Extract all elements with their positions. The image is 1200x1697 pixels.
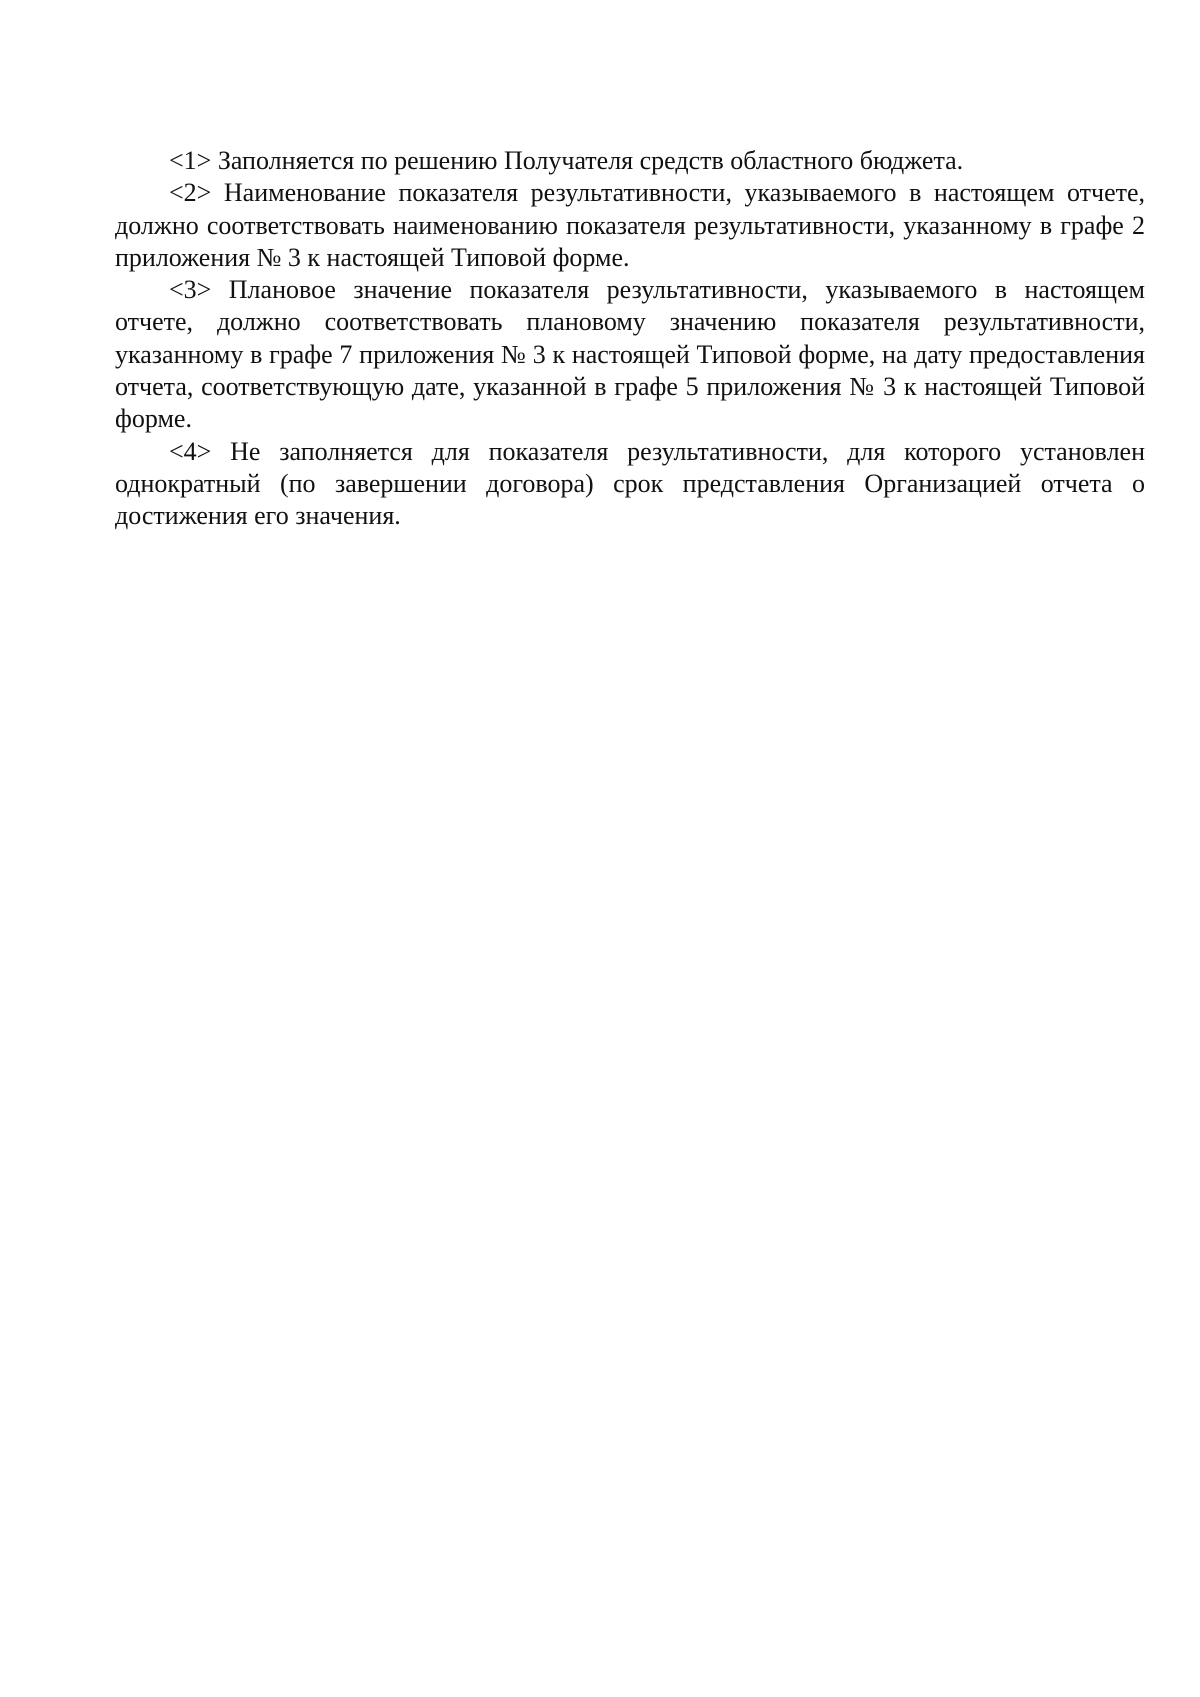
footnote-marker: <3> [169, 275, 212, 305]
footnotes-block [115, 145, 1145, 533]
footnote-marker: <2> [169, 178, 212, 208]
footnote-1 [115, 145, 1145, 177]
footnote-marker: <4> [169, 436, 212, 466]
footnote-3 [115, 274, 1145, 435]
footnote-text: Наименование показателя результативности, указываемого в настоящем отчете, должно соответствовать наименованию показателя результативности, указанному в графе 2 приложения № 3 к настоящей Типовой форме. [115, 178, 1146, 272]
footnote-4 [115, 436, 1145, 533]
footnote-text: Заполняется по решению Получателя средств областного бюджета. [217, 146, 964, 175]
footnote-text: Не заполняется для показателя результативности, для которого установлен однократный (по завершении договора) срок представления Организацией отчета о достижения его значения. [115, 436, 1145, 531]
footnote-2 [115, 177, 1145, 274]
footnote-text: Плановое значение показателя результативности, указываемого в настоящем отчете, должно соответствовать плановому значению показателя результативности, указанному в графе 7 приложения № 3 к настоящей Типовой форме, на дату предоставления отчета, соответствующую дате, указанной в графе 5 приложения № 3 к настоящей Типовой форме. [115, 275, 1145, 434]
footnote-marker: <1> [169, 146, 212, 175]
